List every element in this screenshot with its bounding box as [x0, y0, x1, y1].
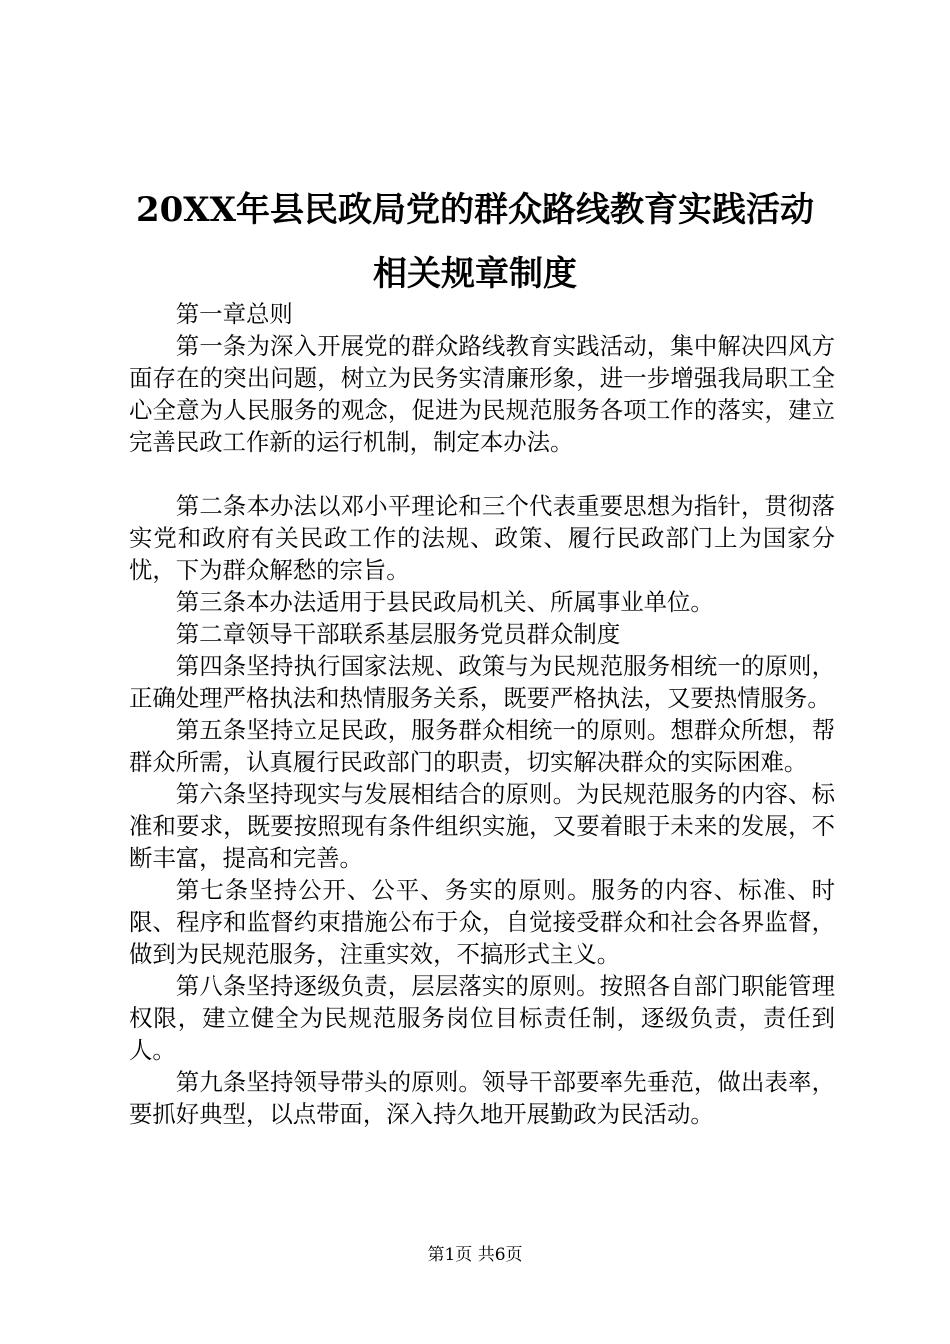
article-paragraph: 第七条坚持公开、公平、务实的原则。服务的内容、标准、时限、程序和监督约束措施公布于众，自觉接受群众和社会各界监督，做到为民规范服务，注重实效，不搞形式主义。: [129, 876, 835, 968]
article-paragraph: 第五条坚持立足民政，服务群众相统一的原则。想群众所想，帮群众所需，认真履行民政部门的职责，切实解决群众的实际困难。: [129, 716, 835, 776]
article-paragraph: 第一条为深入开展党的群众路线教育实践活动，集中解决四风方面存在的突出问题，树立为民务实清廉形象，进一步增强我局职工全心全意为人民服务的观念，促进为民规范服务各项工作的落实，建立完善民政工作新的运行机制，制定本办法。: [129, 332, 835, 456]
document-body: [129, 298, 835, 1130]
chapter-heading: 第二章领导干部联系基层服务党员群众制度: [175, 620, 621, 648]
document-title-line-2: 相关规章制度: [373, 254, 577, 294]
document-title-line-1: 20XX年县民政局党的群众路线教育实践活动: [135, 190, 815, 230]
article-paragraph: 第四条坚持执行国家法规、政策与为民规范服务相统一的原则，正确处理严格执法和热情服务关系，既要严格执法，又要热情服务。: [129, 652, 835, 712]
page-footer: 第1页 共6页: [427, 1245, 523, 1265]
article-paragraph: 第三条本办法适用于县民政局机关、所属事业单位。: [175, 588, 714, 616]
article-paragraph: 第二条本办法以邓小平理论和三个代表重要思想为指针，贯彻落实党和政府有关民政工作的法规、政策、履行民政部门上为国家分忧，下为群众解愁的宗旨。: [129, 492, 835, 584]
article-paragraph: 第六条坚持现实与发展相结合的原则。为民规范服务的内容、标准和要求，既要按照现有条件组织实施，又要着眼于未来的发展，不断丰富，提高和完善。: [129, 780, 835, 872]
article-paragraph: 第八条坚持逐级负责，层层落实的原则。按照各自部门职能管理权限，建立健全为民规范服务岗位目标责任制，逐级负责，责任到人。: [129, 972, 835, 1064]
article-paragraph: 第九条坚持领导带头的原则。领导干部要率先垂范，做出表率，要抓好典型，以点带面，深入持久地开展勤政为民活动。: [129, 1068, 835, 1128]
chapter-heading: 第一章总则: [175, 300, 293, 328]
